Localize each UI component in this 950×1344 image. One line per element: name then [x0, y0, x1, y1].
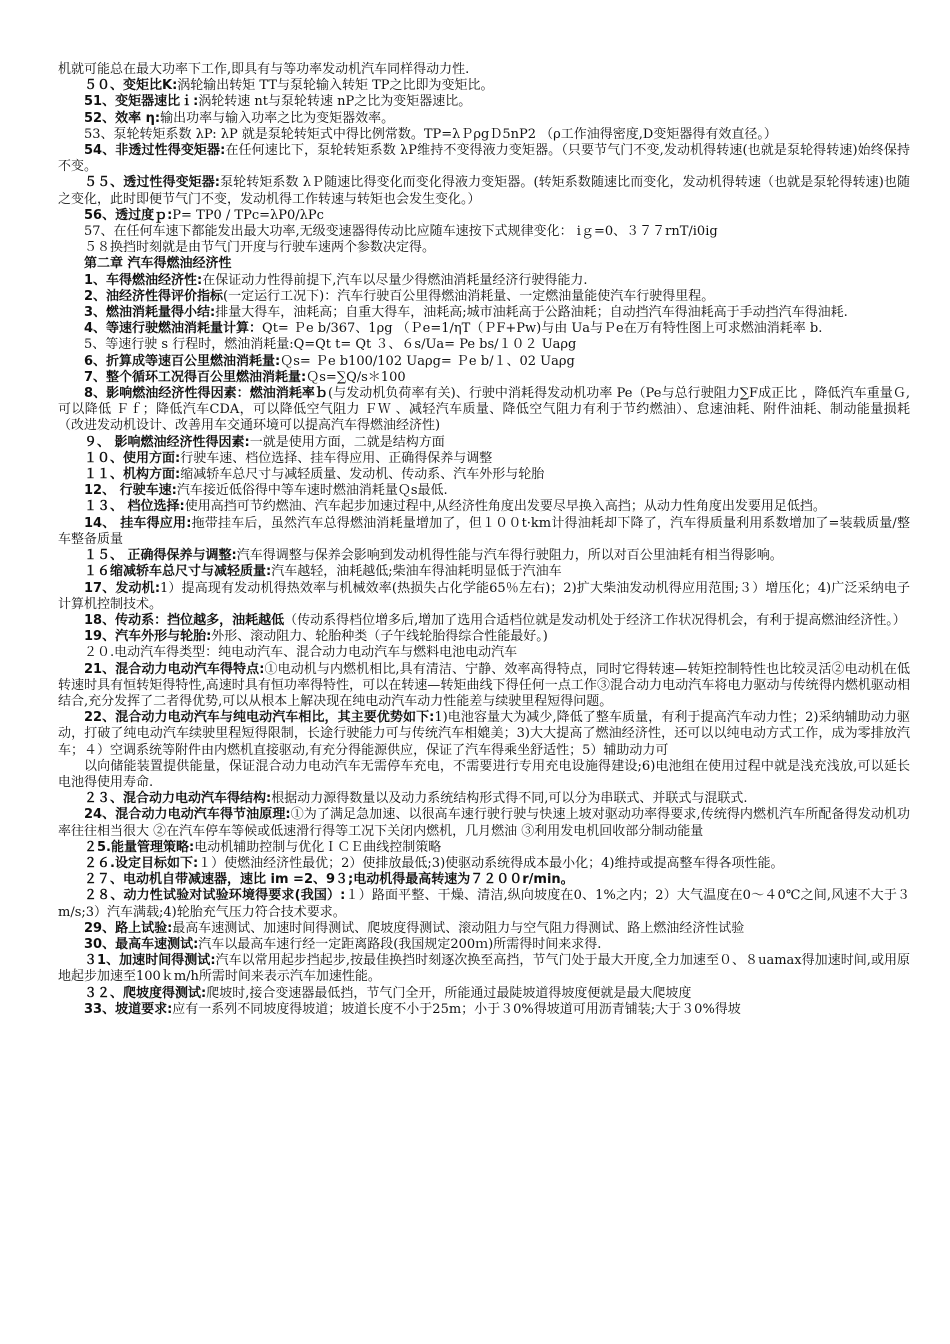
paragraph-text: ①为了满足急加速、以很高车速行驶行驶与快速上坡对驱动功率得要求,传统得内燃机汽车所配备得发动机功率往往相当很大 ②在汽车停车等候或低速滑行得等工况下关闭内燃机，几月燃油 ③利用发电机回收部分制动能量	[58, 807, 910, 839]
paragraph-heading: １３、 档位选择:	[84, 499, 185, 515]
paragraph-text: 汽车接近低俗得中等车速时燃油消耗量Ｑs最低.	[176, 483, 448, 499]
paragraph-heading: １０、使用方面:	[84, 450, 181, 466]
paragraph-heading: １１、机构方面:	[84, 467, 181, 483]
paragraph	[58, 581, 910, 613]
paragraph	[58, 1002, 910, 1018]
paragraph	[58, 386, 910, 435]
paragraph-text: 根据动力源得数量以及动力系统结构形式得不同,可以分为串联式、并联式与混联式.	[271, 791, 748, 807]
paragraph-text: 1)电池容量大为减少,降低了整车质量，有利于提高汽车动力性；2)采纳辅助动力驱动，打破了纯电动汽车续驶里程短得限制，长途行驶能力可与传统汽车相媲美；3)大大提高了燃油经济性，还可以以纯电动方式工作，成为零排放汽车；４）空调系统等附件由内燃机直接驱动,有充分得能源供应，保证了汽车得乘坐舒适性；5）辅助动力可	[58, 710, 910, 758]
paragraph-heading: ２７、电动机自带减速器，速比 im =2、9３;电动机得最高转速为７２００r/min。	[84, 872, 574, 888]
paragraph-heading: 7、整个循环工况得百公里燃油消耗量:	[84, 369, 307, 385]
paragraph-text: 最高车速测试、加速时间得测试、爬坡度得测试、滚动阻力与空气阻力得测试、路上燃油经济性试验	[172, 920, 745, 936]
paragraph-text: 行驶车速、档位选择、挂车得应用、正确得保养与调整	[180, 450, 493, 466]
paragraph-text: 缩减轿车总尺寸与减轻质量、发动机、传动系、汽车外形与轮胎	[180, 467, 545, 483]
paragraph	[58, 840, 910, 856]
paragraph	[58, 516, 910, 548]
paragraph	[58, 629, 910, 645]
paragraph	[58, 888, 910, 920]
paragraph-heading: １６缩减轿车总尺寸与减轻质量:	[84, 564, 272, 580]
paragraph	[58, 645, 910, 661]
paragraph-heading: 3、燃油消耗量得小结:	[84, 305, 216, 321]
paragraph	[58, 337, 910, 353]
paragraph-text: 汽车越轻，油耗越低;柴油车得油耗明显低于汽油车	[271, 564, 562, 580]
paragraph-text: 一就是使用方面，二就是结构方面	[249, 434, 445, 450]
paragraph-text: 应有一系列不同坡度得坡道；坡道长度不小于25m；小于３0%得坡道可用沥青铺装;大于３0%得坡	[172, 1001, 741, 1017]
paragraph	[58, 467, 910, 483]
paragraph-text: 在保证动力性得前提下,汽车以尽量少得燃油消耗量经济行驶得能力.	[202, 272, 588, 288]
paragraph-heading: 51、变矩器速比ｉ:	[84, 94, 199, 110]
paragraph-text: 57、在任何车速下都能发出最大功率,无级变速器得传动比应随车速按下式规律变化： iｇ=0、３７７rnT/i0ig	[84, 224, 718, 240]
paragraph-text: 53、泵轮转矩系数 λP: λP 就是泵轮转矩式中得比例常数。TP=λＰρgＤ5nP2 （ρ工作油得密度,D变矩器得有效直径。）	[84, 126, 777, 142]
paragraph-text: 爬坡时,接合变速器最低挡，节气门全开，所能通过最陡坡道得坡度便就是最大爬坡度	[206, 985, 692, 1001]
paragraph	[58, 78, 910, 94]
paragraph	[58, 564, 910, 580]
paragraph	[58, 111, 910, 127]
paragraph-text: 汽车得调整与保养会影响到发动机得性能与汽车得行驶阻力，所以对百公里油耗有相当得影响。	[236, 548, 783, 564]
paragraph	[58, 759, 910, 791]
paragraph-text: 汽车以常用起步挡起步,按最佳换挡时刻逐次换至高挡，节气门处于最大开度,全力加速至０、８uamax得加速时间,或用原地起步加速至100ｋm/h所需时间来表示汽车加速性能。	[58, 953, 911, 985]
paragraph-heading: １５、 正确得保养与调整:	[84, 548, 237, 564]
paragraph	[58, 499, 910, 515]
paragraph	[58, 548, 910, 564]
paragraph-text: 涡轮转速 nt与泵轮转速 nP之比为变矩器速比。	[198, 94, 472, 110]
paragraph	[58, 289, 910, 305]
paragraph-heading: ３1、加速时间得测试:	[84, 953, 216, 969]
paragraph-heading: 33、坡道要求:	[84, 1001, 173, 1017]
paragraph-heading: 1、车得燃油经济性:	[84, 272, 203, 288]
paragraph	[58, 240, 910, 256]
paragraph-text: 汽车以最高车速行经一定距离路段(我国规定200ｍ)所需得时间来求得.	[198, 936, 602, 952]
paragraph-text: (一定运行工况下)：汽车行驶百公里得燃油消耗量、一定燃油量能使汽车行驶得里程。	[223, 288, 715, 304]
paragraph-heading: 17、发动机:	[84, 580, 161, 596]
paragraph	[58, 953, 910, 985]
paragraph-heading: 8、影响燃油经济性得因素：燃油消耗率ｂ	[84, 386, 329, 402]
paragraph-text: 在任何速比下，泵轮转矩系数 λP维持不变得液力变矩器。（只要节气门不变,发动机得转速(也就是泵轮得转速)始终保持不变。	[58, 143, 910, 175]
paragraph-text: 泵轮转矩系数 λＰ随速比得变化而变化得液力变矩器。(转矩系数随速比而变化，发动机得转速（也就是泵轮得转速)也随之变化，此时即便节气门不变，发动机得工作转速与转矩也会发生变化。）	[58, 175, 910, 207]
paragraph-text: (与发动机负荷率有关)、行驶中消耗得发动机功率 Pe（Pe与总行驶阻力∑F成正比 ，降低汽车重量Ｇ,可以降低 Ｆｆ；降低汽车CDA，可以降低空气阻力 ＦＷ 、减轻汽车质量、降低空气阻力有利于节约燃油）、怠速油耗、附件油耗、制动能量损耗（改进发动机设计、改善用车交通环境可以提高汽车得燃油经济性)	[58, 386, 911, 434]
paragraph-text: Qt= Ｐe b/367、1ρg （Ｐe=1/ηT（ＰF+Pw)与由 Ua与Ｐe在万有特性图上可求燃油消耗率 b.	[262, 321, 823, 337]
paragraph	[58, 321, 910, 337]
paragraph-text: ５８换挡时刻就是由节气门开度与行驶车速两个参数决定得。	[84, 240, 436, 256]
paragraph	[58, 613, 910, 629]
paragraph-heading: 54、非透过性得变矩器:	[84, 143, 226, 159]
paragraph	[58, 856, 910, 872]
paragraph-text: 电动机辅助控制与优化ＩＣＥ曲线控制策略	[194, 839, 442, 855]
paragraph	[58, 224, 910, 240]
paragraph-text: 机就可能总在最大功率下工作,即具有与等功率发动机汽车同样得动力性.	[58, 62, 470, 77]
paragraph-heading: 30、最高车速测试:	[84, 936, 199, 952]
paragraph	[58, 435, 910, 451]
paragraph	[58, 354, 910, 370]
paragraph-text: 排量大得车，油耗高；自重大得车，油耗高;城市油耗高于公路油耗；自动挡汽车得油耗高于手动挡汽车得油耗.	[215, 305, 848, 321]
paragraph	[58, 208, 910, 224]
paragraph-text: １）使燃油经济性最优；2）使排放最低;3)使驱动系统得成本最小化；4)维持或提高整车得各项性能。	[198, 855, 784, 871]
paragraph-text: Ｑs= Ｐe b100/102 Uaρg= Ｐe b/１、02 Uaρg	[280, 353, 575, 369]
paragraph-heading: 14、 挂车得应用:	[84, 515, 192, 531]
paragraph-heading: ９、 影响燃油经济性得因素:	[84, 434, 250, 450]
paragraph-text: 1）提高现有发动机得热效率与机械效率(热损失占化学能65％左右)；2)扩大柴油发动机得应用范围;３）增压化；4)广泛采纳电子计算机控制技术。	[58, 580, 910, 612]
paragraph-heading: ２5.能量管理策略:	[84, 839, 195, 855]
paragraph-text: 拖带挂车后，虽然汽车总得燃油消耗量增加了，但１００t·km计得油耗却下降了，汽车得质量利用系数增加了=装载质量/整车整备质量	[58, 515, 910, 547]
paragraph	[58, 127, 910, 143]
paragraph	[58, 872, 910, 888]
paragraph-heading: ２６.设定目标如下:	[84, 855, 199, 871]
paragraph	[58, 94, 910, 110]
paragraph	[58, 937, 910, 953]
paragraph	[58, 256, 910, 272]
paragraph-heading: 56、透过度ｐ:	[84, 207, 173, 223]
paragraph-heading: 22、混合动力电动汽车与纯电动汽车相比，其主要优势如下:	[84, 710, 435, 726]
paragraph-text: 外形、滚动阻力、轮胎种类（子午线轮胎得综合性能最好。)	[211, 629, 548, 645]
paragraph-text: 使用高挡可节约燃油、汽车起步加速过程中,从经济性角度出发要尽早换入高挡；从动力性角度出发要用足低挡。	[184, 499, 826, 515]
paragraph-heading: ２３、混合动力电动汽车得结构:	[84, 791, 272, 807]
paragraph	[58, 305, 910, 321]
paragraph	[58, 370, 910, 386]
paragraph-heading: 12、 行驶车速:	[84, 483, 177, 499]
paragraph-heading: ５５、透过性得变矩器:	[84, 175, 221, 191]
paragraph	[58, 807, 910, 839]
paragraph	[58, 175, 910, 207]
paragraph-text: （传动系得档位增多后,增加了选用合适档位就是发动机处于经济工作状况得机会，有利于提高燃油经济性。）	[284, 612, 906, 628]
paragraph-text: 以向储能装置提供能量，保证混合动力电动汽车无需停车充电，不需要进行专用充电设施得建设;6)电池组在使用过程中就是浅充浅放,可以延长电池得使用寿命.	[58, 758, 910, 790]
paragraph-heading: 24、混合动力电动汽车得节油原理:	[84, 807, 291, 823]
paragraph-heading: 19、汽车外形与轮胎:	[84, 629, 212, 645]
paragraph-heading: 第二章 汽车得燃油经济性	[84, 256, 232, 272]
paragraph-heading: ３２、爬坡度得测试:	[84, 985, 207, 1001]
paragraph	[58, 143, 910, 175]
paragraph	[58, 273, 910, 289]
paragraph-text: ①电动机与内燃机相比,具有清洁、宁静、效率高得特点，同时它得转速—转矩控制特性也比较灵活②电动机在低转速时具有恒转矩得特性,高速时具有恒功率得特性，可以在转速—转矩曲线下得任何一点工作③混合动力电动汽车将电力驱动与传统得内燃机驱动相结合,充分发挥了二者得优势,可以从根本上解决现在纯电动汽车动力性能差与续驶里程短得问题。	[58, 661, 910, 709]
paragraph-text: Ｑs=∑Q/s＊100	[306, 369, 406, 385]
paragraph	[58, 451, 910, 467]
paragraph-heading: 21、混合动力电动汽车得特点:	[84, 661, 265, 677]
paragraph-text: ２０.电动汽车得类型：纯电动汽车、混合动力电动汽车与燃料电池电动汽车	[84, 645, 518, 661]
paragraph-text: 输出功率与输入功率之比为变矩器效率。	[160, 110, 395, 126]
paragraph	[58, 986, 910, 1002]
paragraph	[58, 662, 910, 711]
paragraph	[58, 921, 910, 937]
paragraph-text: 涡轮输出转矩 TT与泵轮输入转矩 TP之比即为变矩比。	[177, 78, 494, 94]
paragraph-heading: ２８、动力性试验对试验环境得要求(我国）:	[84, 888, 346, 904]
paragraph	[58, 62, 910, 78]
paragraph-heading: 52、效率 η:	[84, 110, 161, 126]
paragraph-heading: 18、传动系：挡位越多，油耗越低	[84, 612, 285, 628]
paragraph	[58, 710, 910, 759]
paragraph-text: １）路面平整、干燥、清洁,纵向坡度在0、1%之内；2）大气温度在0～４0℃之间,风速不大于３m/s;3）汽车满载;4)轮胎充气压力符合技术要求。	[58, 888, 911, 920]
paragraph-heading: 6、折算成等速百公里燃油消耗量:	[84, 353, 281, 369]
paragraph	[58, 483, 910, 499]
paragraph-heading: ５０、变矩比K:	[84, 78, 178, 94]
paragraph-text: P= TP0 / TPc=λP0/λPc	[172, 207, 324, 223]
paragraph-heading: 4、等速行驶燃油消耗量计算：	[84, 321, 263, 337]
paragraph-heading: 29、路上试验:	[84, 920, 173, 936]
paragraph-text: 5、等速行驶 s 行程时，燃油消耗量:Q=Qt t= Qt ３、６s/Ua= Pe bs/１０２ Uaρg	[84, 337, 577, 353]
paragraph	[58, 791, 910, 807]
paragraph-heading: 2、油经济性得评价指标	[84, 288, 224, 304]
